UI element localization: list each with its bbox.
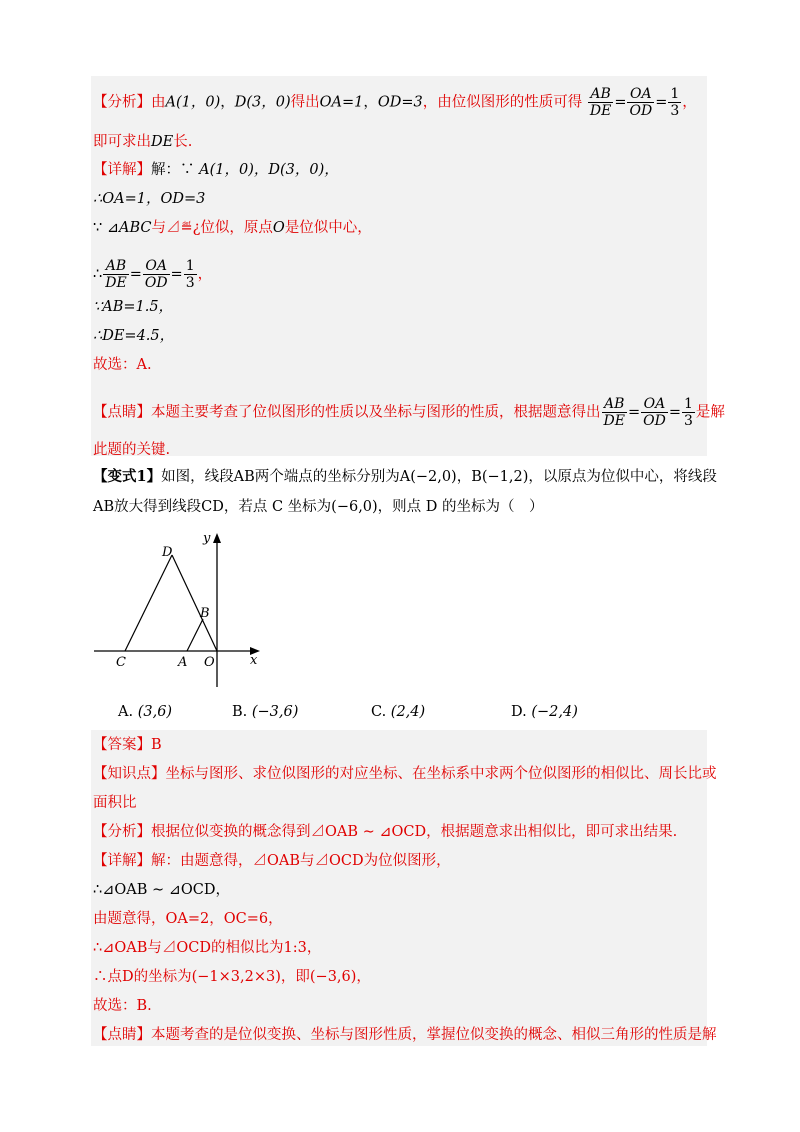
analysis-line-b2 [93, 822, 677, 842]
segment-cd [125, 555, 172, 651]
fraction-oa-od: $\frac{OA}{OD}$ [629, 86, 653, 119]
variant-tag: 【变式1】 [93, 468, 162, 485]
segment-ab [187, 619, 203, 651]
step-b2-3: ∴⊿OAB与⊿OCD的相似比为1:3， [93, 940, 322, 956]
detail-line-b2 [93, 851, 451, 871]
comment-text: 本题主要考查了位似图形的性质以及坐标与图形的性质，根据题意得出 [151, 404, 601, 421]
step-3: ∴ $\frac{AB}{DE}$ = $\frac{OA}{OD}$ = $\frac{1}{3}$ ， [93, 258, 213, 291]
fraction-one-third: $\frac{1}{3}$ [670, 86, 680, 119]
variant-line-2: AB放大得到线段CD，若点 C 坐标为(−6,0)，则点 D 的坐标为（ ） [93, 499, 544, 515]
analysis-end: ， [682, 94, 697, 111]
choose-1: 故选：A. [93, 357, 152, 373]
step-b2-1: ∴⊿OAB ∼ ⊿OCD， [93, 882, 231, 898]
triangle-abc: ABC [118, 220, 152, 236]
step-2-and: 与⊿ [151, 220, 181, 236]
fraction-one-third-3: $\frac{1}{3}$ [683, 396, 693, 429]
analysis-line2-end: 长. [173, 134, 193, 150]
step-2-prefix: ∵ ⊿ [93, 220, 119, 236]
step-1: ∴OA=1，OD=3 [93, 191, 206, 207]
detail-text-b2: 解：由题意得，⊿OAB与⊿OCD为位似图形， [151, 853, 451, 869]
analysis-text-2: 得出 [290, 94, 320, 111]
comment-line-2: 此题的关键. [93, 442, 171, 458]
od-eq: OD=3 [377, 94, 423, 111]
step-5: ∴DE=4.5， [93, 328, 175, 344]
comment-line-b2 [93, 1025, 717, 1045]
separator-2: ， [363, 94, 378, 111]
step-b2-2: 由题意得，OA=2，OC=6， [93, 911, 283, 927]
label-c: C [116, 655, 126, 670]
step-b2-4: ∴点D的坐标为(−1×3,2×3)，即(−3,6)， [93, 969, 371, 985]
fraction-one-third-2: $\frac{1}{3}$ [185, 258, 195, 291]
variant-text-1: 如图，线段AB两个端点的坐标分别为A(−2,0)，B(−1,2)，以原点为位似中心，将线段 [161, 469, 717, 485]
point-a: A(1，0) [165, 94, 221, 111]
fraction-ab-de-2: $\frac{AB}{DE}$ [105, 258, 127, 291]
comment-tag-2: 【点睛】 [93, 1027, 151, 1043]
knowledge-line-2: 面积比 [93, 795, 137, 811]
choose-2: 故选：B. [93, 998, 152, 1014]
knowledge-line [93, 764, 717, 784]
option-b[interactable]: B. (−3,6) [232, 704, 299, 720]
answer-value: B [151, 737, 162, 753]
de-symbol: DE [151, 134, 174, 150]
origin-o: O [272, 220, 285, 236]
option-d[interactable]: D. (−2,4) [511, 704, 578, 720]
analysis-text-3: ，由位似图形的性质可得 [422, 94, 583, 111]
fraction-ab-de-3: $\frac{AB}{DE}$ [603, 396, 625, 429]
coordinate-figure [90, 528, 270, 690]
knowledge-text-1: 坐标与图形、求位似图形的对应坐标、在坐标系中求两个位似图形的相似比、周长比或 [165, 766, 717, 782]
separator: ， [220, 94, 235, 111]
analysis-line: 【分析】由A(1，0)，D(3，0)得出OA=1，OD=3，由位似图形的性质可得 $\frac{AB}{DE}$ = $\frac{OA}{OD}$ = $\frac{1}{3}$ ， [93, 86, 697, 119]
step-3-end: ， [197, 266, 213, 283]
label-y: y [203, 531, 211, 546]
analysis-tag-2: 【分析】 [93, 824, 151, 840]
fraction-ab-de: $\frac{AB}{DE}$ [589, 86, 612, 119]
detail-points: A(1，0)，D(3，0)， [199, 162, 339, 178]
comment-line: 【点睛】本题主要考查了位似图形的性质以及坐标与图形的性质，根据题意得出 $\frac{AB}{DE}$ = $\frac{OA}{OD}$ = $\frac{1}{3}$ 是解 [93, 396, 725, 429]
label-a: A [178, 655, 188, 670]
detail-line [93, 160, 339, 180]
answer-tag: 【答案】 [93, 737, 151, 753]
y-axis-arrow [213, 533, 221, 543]
comment-tag: 【点睛】 [93, 404, 151, 421]
fraction-oa-od-3: $\frac{OA}{OD}$ [643, 396, 666, 429]
option-a[interactable]: A. (3,6) [118, 704, 173, 720]
analysis-text-b2: 根据位似变换的概念得到⊿OAB ∼ ⊿OCD，根据题意求出相似比，即可求出结果. [151, 824, 678, 840]
oa-eq: OA=1 [319, 94, 364, 111]
step-2 [93, 218, 372, 238]
comment-text-b2: 本题考查的是位似变换、坐标与图形性质，掌握位似变换的概念、相似三角形的性质是解 [151, 1027, 717, 1043]
fraction-oa-od-2: $\frac{OA}{OD}$ [144, 258, 168, 291]
analysis-line-2 [93, 132, 192, 152]
label-x: x [250, 653, 258, 668]
label-b: B [200, 606, 210, 621]
analysis-text-1: 由 [151, 94, 166, 111]
label-d: D [162, 545, 173, 560]
knowledge-tag: 【知识点】 [93, 766, 166, 782]
answer-line [93, 735, 162, 755]
step-3-prefix: ∴ [93, 266, 103, 283]
step-2-similar: ≝¿位似，原点 [180, 220, 273, 236]
analysis-tag: 【分析】 [93, 94, 151, 111]
detail-text: 解：∵ [151, 162, 195, 178]
detail-tag-2: 【详解】 [93, 853, 151, 869]
detail-tag: 【详解】 [93, 162, 151, 178]
label-o: O [204, 655, 215, 670]
step-2-center: 是位似中心， [284, 220, 372, 236]
option-c[interactable]: C. (2,4) [371, 704, 426, 720]
step-4: ∵AB=1.5， [93, 299, 174, 315]
analysis-line2-text: 即可求出 [93, 134, 151, 150]
comment-end: 是解 [695, 404, 725, 421]
point-d: D(3，0) [234, 94, 291, 111]
variant-line-1 [93, 467, 717, 487]
